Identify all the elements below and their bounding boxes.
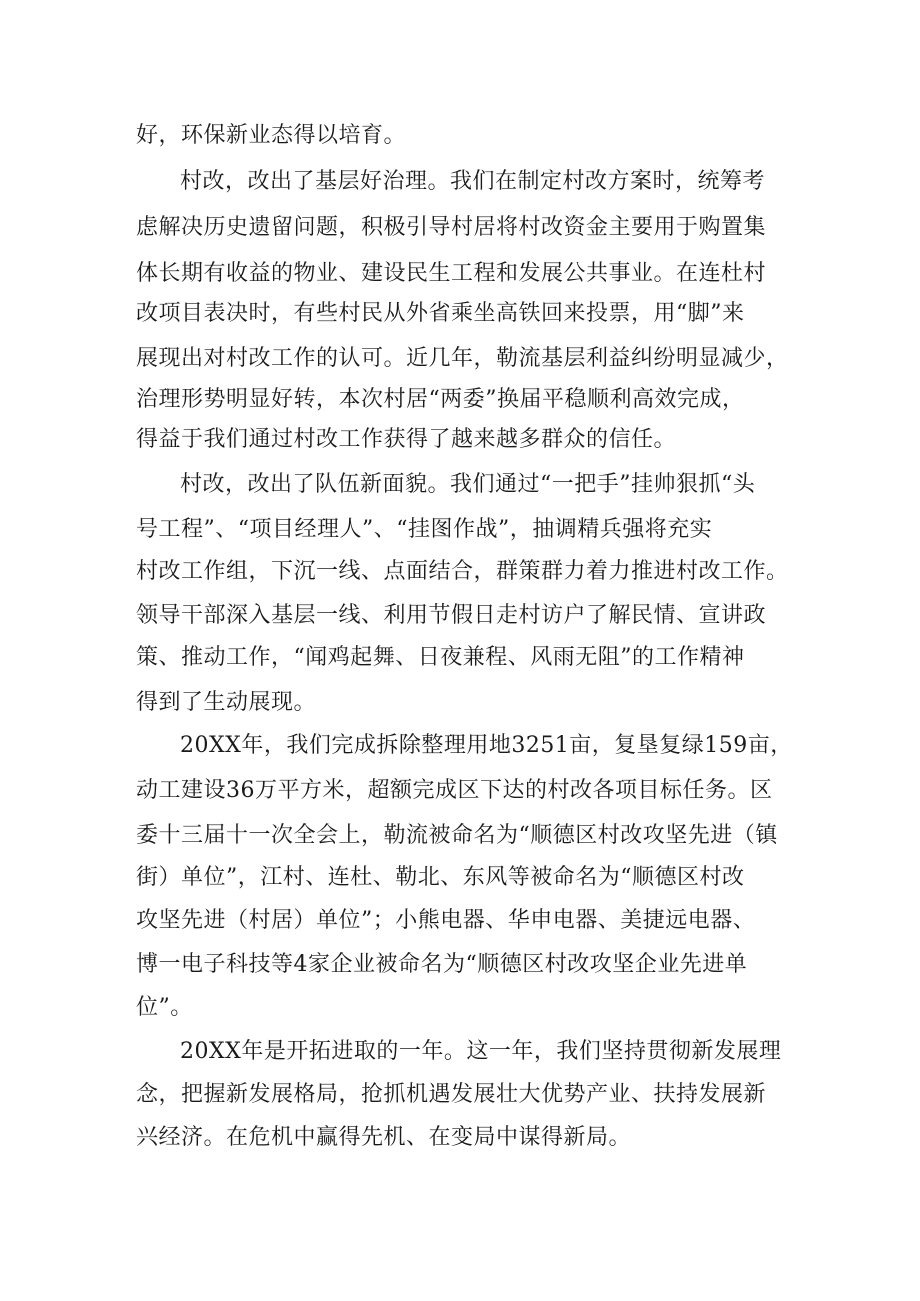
text-line: 策、推动工作，“闻鸡起舞、日夜兼程、风雨无阻”的工作精神 [136,645,745,670]
text-line: 虑解决历史遗留问题，积极引导村居将村改资金主要用于购置集 [136,215,767,240]
text-line: 攻坚先进（村居）单位”；小熊电器、华申电器、美捷远电器、 [136,908,756,933]
text-line: 领导干部深入基层一线、利用节假日走村访户了解民情、宣讲政 [136,603,767,628]
text-line: 委十三届十一次全会上，勒流被命名为“顺德区村改攻坚先进（镇 [136,823,778,848]
text-line: 村改，改出了基层好治理。我们在制定村改方案时，统筹考 [180,169,766,194]
text-line: 村改工作组，下沉一线、点面结合，群策群力着力推进村改工作。 [136,559,789,584]
text-line: 动工建设36万平方米，超额完成区下达的村改各项目标任务。区 [136,778,773,803]
text-line: 好，环保新业态得以培育。 [136,123,407,148]
text-line: 体长期有收益的物业、建设民生工程和发展公共事业。在连杜村 [136,261,767,286]
text-line: 得到了生动展现。 [136,690,317,715]
text-line: 治理形势明显好转，本次村居“两委”换届平稳顺利高效完成， [136,387,745,412]
text-line: 20XX年是开拓进取的一年。这一年，我们坚持贯彻新发展理 [180,1039,782,1064]
text-line: 街）单位”，江村、连杜、勒北、东风等被命名为“顺德区村改 [136,865,745,890]
text-line: 村改，改出了队伍新面貌。我们通过“一把手”挂帅狠抓“头 [180,472,756,497]
text-line: 20XX年，我们完成拆除整理用地3251亩，复垦复绿159亩， [180,733,793,758]
text-line: 位”。 [136,995,193,1020]
text-line: 号工程”、“项目经理人”、“挂图作战”，抽调精兵强将充实 [136,517,713,542]
text-line: 得益于我们通过村改工作获得了越来越多群众的信任。 [136,427,677,452]
text-line: 兴经济。在危机中赢得先机、在变局中谋得新局。 [136,1125,632,1150]
text-line: 展现出对村改工作的认可。近几年，勒流基层利益纠纷明显减少， [136,346,789,371]
text-line: 念，把握新发展格局，抢抓机遇发展壮大优势产业、扶持发展新 [136,1082,767,1107]
text-line: 博一电子科技等4家企业被命名为“顺德区村改攻坚企业先进单 [136,952,748,977]
text-line: 改项目表决时，有些村民从外省乘坐高铁回来投票，用“脚”来 [136,301,745,326]
